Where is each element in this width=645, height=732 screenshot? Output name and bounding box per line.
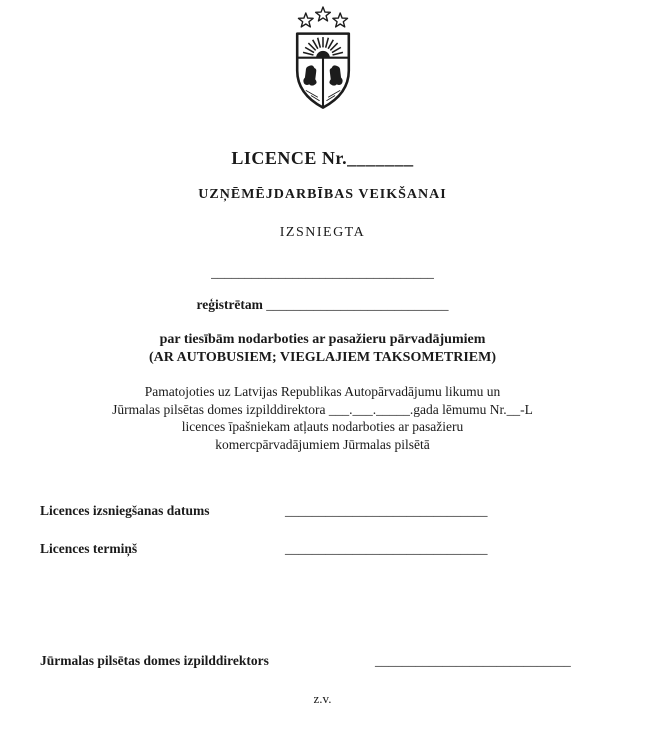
purpose-line-1: par tiesībām nodarboties ar pasažieru pārvadājumiem — [159, 332, 486, 347]
issue-date-label: Licences izsniegšanas datums — [40, 503, 210, 518]
seal-mark: z.v. — [313, 691, 332, 706]
holder-name-blank: _________________________________ — [211, 265, 434, 280]
license-number-blank: _______ — [347, 148, 414, 168]
issue-date-blank: ______________________________ — [285, 503, 488, 518]
signature-label: Jūrmalas pilsētas domes izpilddirektors — [40, 653, 269, 668]
signature-blank: _____________________________ — [375, 653, 571, 668]
issued-label: IZSNIEGTA — [279, 225, 366, 240]
license-document — [0, 6, 645, 732]
registered-blank: ___________________________ — [266, 297, 449, 312]
issue-date-row — [0, 503, 645, 523]
body-line-3: licences īpašniekam atļauts nodarboties ar pasažieru — [181, 419, 464, 434]
registered-label: reģistrētam — [196, 297, 263, 312]
purpose-line-2: (AR AUTOBUSIEM; VIEGLAJIEM TAKSOMETRIEM) — [148, 350, 497, 365]
registered-line — [0, 297, 645, 313]
body-paragraph — [0, 383, 645, 453]
document-subtitle: UZŅĒMĒJDARBĪBAS VEIKŠANAI — [198, 187, 447, 202]
latvia-coat-of-arms-icon — [280, 6, 366, 118]
coat-of-arms-container — [0, 6, 645, 122]
license-number-label: LICENCE Nr. — [231, 148, 348, 168]
license-term-label: Licences termiņš — [40, 541, 138, 556]
purpose-block — [0, 331, 645, 367]
body-line-4: komercpārvadājumiem Jūrmalas pilsētā — [215, 436, 430, 452]
body-line-2: Jūrmalas pilsētas domes izpilddirektora ___.___._____.gada lēmumu Nr.__-L — [112, 401, 533, 417]
body-line-1: Pamatojoties uz Latvijas Republikas Autopārvadājumu likumu un — [144, 384, 501, 399]
document-title — [0, 148, 645, 169]
license-term-blank: ______________________________ — [285, 541, 488, 556]
signature-row — [0, 653, 645, 673]
license-term-row — [0, 541, 645, 561]
